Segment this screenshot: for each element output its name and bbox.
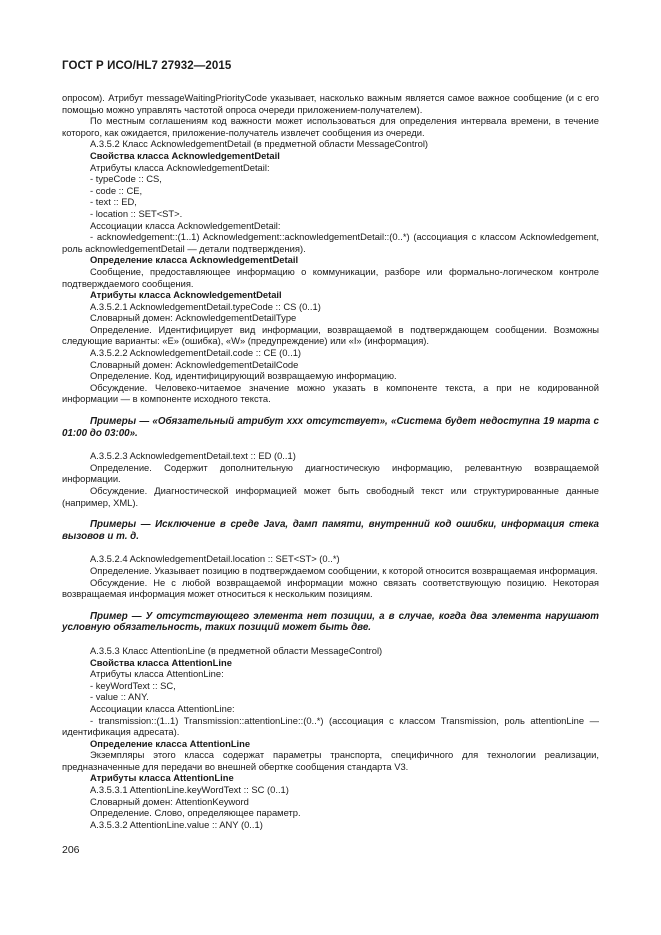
paragraph: Определение. Содержит дополнительную диагностическую информацию, релевантную возвращаемой информации.: [62, 461, 599, 485]
paragraph: Ассоциации класса AcknowledgementDetail:: [90, 219, 281, 231]
spacer: [62, 634, 599, 645]
section-heading: - code :: CE,: [90, 184, 143, 196]
paragraph: - transmission::(1..1) Transmission::attentionLine::(0..*) (ассоциация с классом Transmission, роль attentionLine — идентификация адресата).: [62, 714, 599, 738]
section-heading: Атрибуты класса AttentionLine: [90, 772, 234, 784]
example-note: Пример — У отсутствующего элемента нет позиции, а в случае, когда два элемента нарушают условную обязательность, таких позиций может быть две.: [62, 610, 599, 634]
paragraph: Атрибуты класса AttentionLine:: [90, 668, 224, 680]
paragraph: - acknowledgement::(1..1) Acknowledgement::acknowledgementDetail::(0..*) (ассоциация с классом Acknowledgement, роль acknowledgementDetail — детали подтверждения).: [62, 231, 599, 254]
section-heading: - text :: ED,: [90, 196, 137, 208]
paragraph: Ассоциации класса AttentionLine:: [90, 702, 235, 714]
paragraph: Словарный домен: AcknowledgementDetailCode: [90, 358, 299, 370]
page-header: ГОСТ Р ИСО/HL7 27932—2015: [62, 60, 232, 72]
paragraph: Определение. Слово, определяющее параметр.: [90, 807, 301, 819]
paragraph: Сообщение, предоставляющее информацию о коммуникации, разборе или формально-логическом контроле подтверждаемого сообщения.: [62, 265, 599, 289]
section-heading: Свойства класса AttentionLine: [90, 656, 232, 668]
spacer: [62, 405, 599, 416]
paragraph: A.3.5.3.1 AttentionLine.keyWordText :: SC (0..1): [90, 784, 289, 796]
example-note: Примеры — Исключение в среде Java, дамп памяти, внутренний код ошибки, информация стека вызовов и т. д.: [62, 519, 599, 542]
spacer: [62, 542, 599, 553]
paragraph: A.3.5.3.2 AttentionLine.value :: ANY (0..1): [90, 818, 263, 830]
paragraph: A.3.5.2.2 AcknowledgementDetail.code :: CE (0..1): [90, 347, 302, 359]
section-heading: Свойства класса AcknowledgementDetail: [90, 149, 280, 161]
paragraph: A.3.5.2.1 AcknowledgementDetail.typeCode :: CS (0..1): [90, 300, 321, 312]
spacer: [62, 508, 599, 519]
paragraph: A.3.5.2 Класс AcknowledgementDetail (в предметной области MessageControl): [90, 138, 429, 150]
paragraph: Определение. Идентифицирует вид информации, возвращаемой в подтверждающем сообщении. Возможны следующие варианты: «E» (ошибка), «W» (предупреждение) или «I» (информация).: [62, 323, 599, 347]
paragraph: Словарный домен: AttentionKeyword: [90, 795, 249, 807]
paragraph: По местным соглашениям код важности может использоваться для определения интервала времени, в течение которого, как ожидается, приложение-получатель извлечет сообщения из очереди.: [62, 115, 599, 138]
section-heading: Определение класса AcknowledgementDetail: [90, 254, 299, 266]
section-heading: - value :: ANY.: [90, 691, 149, 703]
paragraph: Обсуждение. Не с любой возвращаемой информации можно связать соответствующую позицию. Некоторая возвращаемая информация может относиться к нескольким позициям.: [62, 576, 599, 600]
page-number: 206: [62, 844, 80, 856]
body-text: [62, 92, 599, 830]
section-heading: - location :: SET<ST>.: [90, 207, 183, 219]
paragraph: A.3.5.2.3 AcknowledgementDetail.text :: ED (0..1): [90, 450, 296, 462]
paragraph: Экземпляры этого класса содержат параметры транспорта, специфичного для технологии реализации, предназначенные для передачи во внешней обертке сообщения стандарта V3.: [62, 749, 599, 772]
paragraph: Обсуждение. Диагностической информацией может быть свободный текст или структурированные данные (например, XML).: [62, 485, 599, 508]
section-heading: Атрибуты класса AcknowledgementDetail: [90, 289, 282, 301]
spacer: [62, 439, 599, 450]
paragraph: Определение. Код, идентифицирующий возвращаемую информацию.: [90, 370, 397, 382]
spacer: [62, 600, 599, 611]
paragraph: Словарный домен: AcknowledgementDetailType: [90, 312, 297, 324]
paragraph: Атрибуты класса AcknowledgementDetail:: [90, 161, 270, 173]
paragraph: Определение. Указывает позицию в подтверждаемом сообщении, к которой относится возвращаемая информация.: [90, 564, 598, 576]
paragraph: Обсуждение. Человеко-читаемое значение можно указать в компоненте текста, а при не кодированной информации — в компоненте исходного текста.: [62, 381, 599, 405]
paragraph: A.3.5.2.4 AcknowledgementDetail.location :: SET<ST> (0..*): [90, 553, 340, 565]
section-heading: Определение класса AttentionLine: [90, 737, 251, 749]
paragraph: опросом). Атрибут messageWaitingPriorityCode указывает, насколько важным является самое важное сообщение (и с его помощью можно управлять частотой опроса очереди приложением-получателем).: [62, 92, 599, 115]
example-note: Примеры — «Обязательный атрибут xxx отсутствует», «Система будет недоступна 19 марта с 01:00 до 03:00».: [62, 416, 599, 439]
section-heading: - typeCode :: CS,: [90, 173, 162, 185]
paragraph: A.3.5.3 Класс AttentionLine (в предметной области MessageControl): [90, 644, 383, 656]
section-heading: - keyWordText :: SC,: [90, 679, 176, 691]
